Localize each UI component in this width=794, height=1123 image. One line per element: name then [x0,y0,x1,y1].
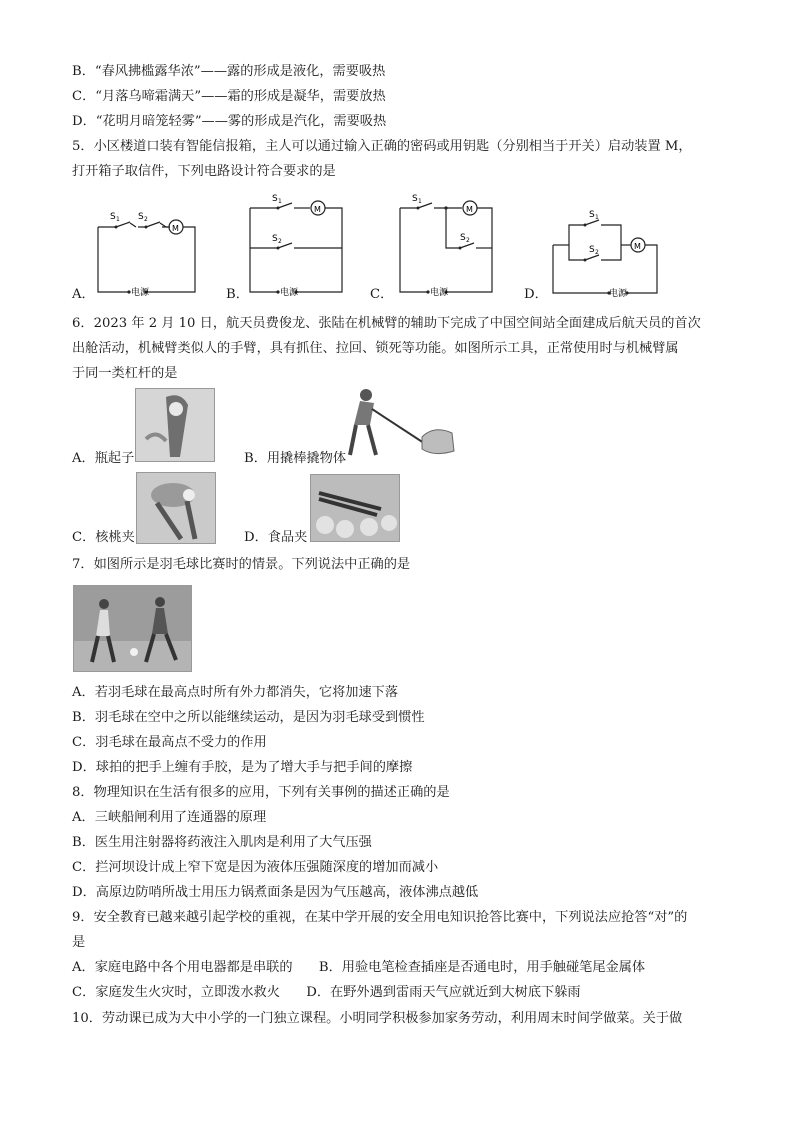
q7-option-d: D．球拍的把手上缠有手胶，是为了增大手与把手间的摩擦 [72,760,413,775]
circuit-a-s2-label: S [138,212,144,222]
q6-option-a: A．瓶起子 [72,451,135,466]
q8-option-a: A．三峡船闸利用了连通器的原理 [72,810,267,825]
circuit-b-s2-label: S [272,234,278,244]
circuit-d-s2-label: S [589,245,595,255]
q7-stem: 7．如图所示是羽毛球比赛时的情景。下列说法中正确的是 [72,557,411,572]
q5-option-d-label: D． [524,287,548,302]
circuit-a-motor-label: M [172,224,179,233]
circuit-a-s1-sub: 1 [116,216,120,223]
q5-option-b-label: B． [226,287,249,302]
q7-option-c: C．羽毛球在最高点不受力的作用 [72,735,267,750]
circuit-d-power-label: 电源 [609,289,628,299]
q4-option-d: D．“花明月暗笼轻雾”——雾的形成是汽化，需要吸热 [72,114,387,129]
q7-option-b: B．羽毛球在空中之所以能继续运动，是因为羽毛球受到惯性 [72,710,425,725]
circuit-b-s1-sub: 1 [278,198,282,205]
q5-stem-line1: 5．小区楼道口装有智能信报箱，主人可以通过输入正确的密码或用钥匙（分别相当于开关）启动装置 M， [72,139,692,154]
walnut-cracker-photo [136,472,216,544]
circuit-c-diagram [390,190,500,300]
q6-stem-line3: 于同一类杠杆的是 [72,366,178,381]
q9-stem-line2: 是 [72,935,86,950]
circuit-c-motor-label: M [466,205,473,214]
circuit-a-power-label: 电源 [131,288,150,298]
circuit-d-s1-label: S [589,210,595,220]
q5-option-c-label: C． [370,287,394,302]
q5-stem-line2: 打开箱子取信件，下列电路设计符合要求的是 [72,164,336,179]
q6-option-c: C．核桃夹 [72,530,135,545]
q6-option-d: D．食品夹 [244,530,308,545]
circuit-d-s2-sub: 2 [595,249,599,256]
q7-option-a: A．若羽毛球在最高点时所有外力都消失，它将加速下落 [72,685,399,700]
q6-option-b: B．用撬棒撬物体 [244,451,347,466]
food-tongs-photo [310,474,400,542]
q8-option-b: B．医生用注射器将药液注入肌肉是利用了大气压强 [72,835,372,850]
q4-option-c: C．“月落乌啼霜满天”——霜的形成是凝华，需要放热 [72,89,386,104]
q8-option-c: C．拦河坝设计成上窄下宽是因为液体压强随深度的增加而减小 [72,860,439,875]
crowbar-worker-photo [330,385,460,460]
q9-options-cd: C．家庭发生火灾时，立即泼水救火 D．在野外遇到雷雨天气应就近到大树底下躲雨 [72,985,581,1000]
circuit-c-power-label: 电源 [430,288,449,298]
circuit-c-s2-label: S [460,233,466,243]
circuit-b-motor-label: M [314,205,321,214]
circuit-d-s1-sub: 1 [595,214,599,221]
q8-stem: 8．物理知识在生活有很多的应用，下列有关事例的描述正确的是 [72,785,450,800]
badminton-match-photo [73,585,192,672]
circuit-c-s1-label: S [412,194,418,204]
circuit-d-motor-label: M [634,242,641,251]
circuit-c-s1-sub: 1 [418,198,422,205]
circuit-a-s2-sub: 2 [144,216,148,223]
circuit-a-diagram [90,205,200,300]
circuit-b-s1-label: S [272,194,278,204]
q6-stem-line1: 6．2023 年 2 月 10 日，航天员费俊龙、张陆在机械臂的辅助下完成了中国空间站全面建成后航天员的首次 [72,316,701,331]
circuit-d-diagram [545,205,665,300]
q10-stem-line1: 10．劳动课已成为大中小学的一门独立课程。小明同学积极参加家务劳动，利用周末时间学做菜。关于做 [72,1011,683,1026]
q4-option-b: B．“春风拂槛露华浓”——露的形成是液化，需要吸热 [72,64,386,79]
circuit-b-diagram [240,192,350,300]
q9-options-ab: A．家庭电路中各个用电器都是串联的 B．用验电笔检查插座是否通电时，用手触碰笔尾金属体 [72,960,646,975]
q8-option-d: D．高原边防哨所战士用压力锅煮面条是因为气压越高，液体沸点越低 [72,885,479,900]
circuit-c-s2-sub: 2 [466,237,470,244]
q9-stem-line1: 9．安全教育已越来越引起学校的重视，在某中学开展的安全用电知识抢答比赛中，下列说法应抢答“对”的 [72,910,688,925]
q5-option-a-label: A． [72,287,95,302]
circuit-a-s1-label: S [110,212,116,222]
circuit-b-s2-sub: 2 [278,238,282,245]
circuit-b-power-label: 电源 [280,288,299,298]
q6-stem-line2: 出舱活动，机械臂类似人的手臂，具有抓住、拉回、锁死等功能。如图所示工具，正常使用时与机械臂属 [72,341,679,356]
bottle-opener-photo [135,388,215,462]
